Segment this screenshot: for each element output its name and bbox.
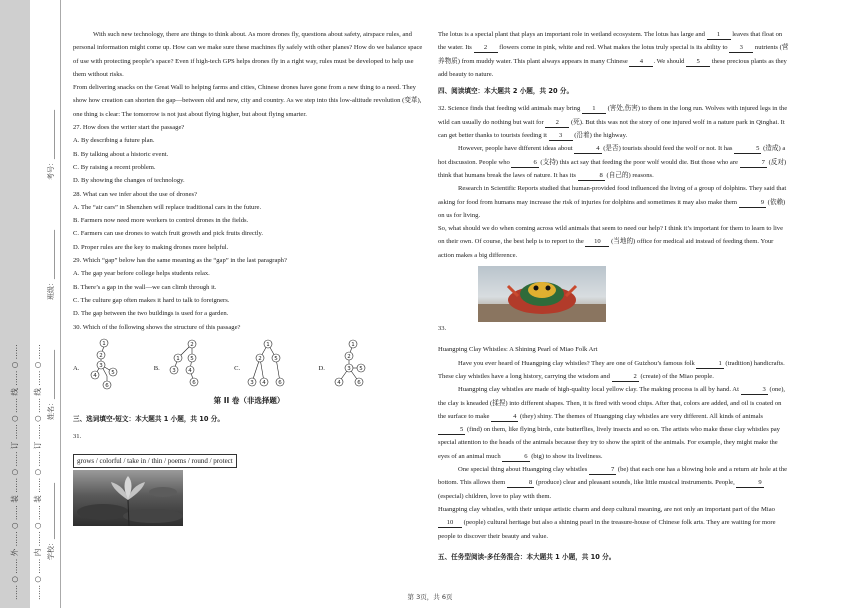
school-field[interactable]: 学校：________________ [47, 483, 55, 560]
blank-2[interactable]: 2 [612, 372, 639, 382]
blank-1[interactable]: 1 [696, 359, 723, 369]
blank-4[interactable]: 4 [491, 412, 518, 422]
svg-text:6: 6 [357, 379, 361, 386]
q33-title: Huangping Clay Whistles: A Shining Pearl of Miao Folk Art [438, 346, 598, 354]
question-number: 33. [438, 325, 447, 333]
exam-number-field[interactable]: 考号：______________ [47, 110, 55, 180]
blank-5[interactable]: 5 [686, 57, 710, 67]
blank-9[interactable]: 9 [736, 478, 763, 488]
clay-whistle-illustration [478, 266, 606, 322]
svg-text:5: 5 [359, 365, 363, 372]
svg-text:3: 3 [99, 362, 104, 369]
option-item[interactable]: C. The culture gap often makes it hard to talk to foreigners. [73, 296, 230, 304]
class-field[interactable]: 班级：______________ [47, 230, 55, 300]
name-field[interactable]: 姓名：______________ [47, 350, 55, 420]
lotus-photo [73, 470, 183, 526]
tree-option-d[interactable] [319, 338, 373, 392]
blank-7[interactable]: 7 [740, 158, 767, 168]
blank-8[interactable]: 8 [578, 171, 605, 181]
svg-text:4: 4 [93, 372, 98, 379]
section-title: 三、选词填空-短文：本大题共 1 小题，共 10 分。 [73, 415, 224, 424]
option-item[interactable]: D. Proper rules are the key to making drones more helpful. [73, 243, 229, 251]
tree-option-label: B. [153, 364, 160, 372]
passage-paragraph: From delivering snacks on the Great Wall to helping farms and cities, Chinese drones have gone from a new thing to a need. They show how creation can shorten the gap—between old and new, city and country. As we step into this low-altitude revolution (变革), one thing is clear: The tomorrow is not just about flying higher, but about flying smarter. [73, 84, 422, 118]
option-item[interactable]: A. The “air cars” in Shenzhen will replace traditional cars in the future. [73, 203, 262, 211]
blank-3[interactable]: 3 [549, 131, 573, 141]
tree-diagram-c [242, 338, 292, 392]
tree-option-a[interactable] [73, 338, 127, 392]
svg-text:3: 3 [172, 367, 176, 374]
blank-2[interactable]: 2 [545, 118, 569, 128]
blank-2[interactable]: 2 [474, 43, 498, 53]
tree-option-b[interactable] [154, 338, 208, 392]
q32-paragraph: 32. Science finds that feeding wild animals may bring 1 (害处,伤害) to them in the long run. Wolves with injured legs in the wild can usually do nothing but wait for 2 (死). But this was not the story of one injured wolf in a nature park in Qinghai. It can get better thanks to tourists feeding it 3 (沿着) the highway. [438, 105, 788, 140]
blank-3[interactable]: 3 [729, 43, 753, 53]
structure-diagram-options [73, 338, 373, 392]
option-item[interactable]: D. The gap between the two buildings is used for a garden. [73, 310, 229, 318]
tree-diagram-d [327, 338, 373, 392]
svg-text:1: 1 [351, 341, 355, 348]
part-title: 第 II 卷（非选择题） [213, 395, 285, 405]
option-item[interactable]: B. By talking about a historic event. [73, 150, 169, 158]
svg-text:1: 1 [102, 340, 107, 347]
blank-3[interactable]: 3 [741, 385, 768, 395]
svg-text:5: 5 [274, 355, 278, 362]
blank-5[interactable]: 5 [438, 425, 465, 435]
q33-paragraph: One special thing about Huangping clay whistles 7 (be) that each one has a blowing hole and a return air hole at the bottom. This allows them 8 (produce) clear and pleasant sounds, like little musical instruments. People, 9 (especial) children, love to play with them. [438, 466, 788, 500]
right-column [438, 28, 790, 568]
tree-option-c[interactable] [234, 338, 292, 392]
clay-whistle-photo [478, 266, 606, 322]
inner-binding-text: …… ○ …… 内 …… ○ …… 装 …… ○ …… 订 …… ○ …… 线 …… ○ …… [33, 344, 42, 600]
blank-6[interactable]: 6 [511, 158, 538, 168]
svg-text:4: 4 [262, 379, 266, 386]
svg-text:6: 6 [105, 382, 110, 389]
lotus-paragraph: The lotus is a special plant that plays an important role in wetland ecosystem. The lotus has large and 1 leaves that float on the water. Its 2 flowers come in pink, white and red. What makes the lotus truly special is its ability to 3 nutrients (营养物质) from muddy water. This plant always appears in many Chinese 4 . We should 5 these precious plants as they add beauty to nature. [438, 31, 789, 78]
option-item[interactable]: B. Farmers now need more workers to control drones in the fields. [73, 217, 249, 225]
passage-paragraph: With such new technology, there are things to think about. As more drones fly, questions about safety, airspace rules, and personal information might come up. How can we make sure these machines fly safely with other planes? How do we balance space of use with protecting people’s space? Even if high-tech GPS helps drones fly in a right way, rules must be developed to help use them without risks. [73, 31, 423, 78]
question-stem: 28. What can we infer about the use of drones? [73, 190, 198, 198]
q32-paragraph: So, what should we do when coming across wild animals that seem to need our help? I think it’s important for them to learn to live on their own. Of course, the best help is to report to the 10 (当地的) office for medical aid instead of feeding them. Your action makes a big difference. [438, 225, 784, 259]
option-item[interactable]: A. By describing a future plan. [73, 137, 155, 145]
svg-text:3: 3 [347, 365, 351, 372]
q32-paragraph: However, people have different ideas about 4 (是否) tourists should feed the wolf or not. It has 5 (造成) a hot discussion. People who 6 (支持) this act say that feeding the poor wolf would die. But those who are 7 (反对) think that humans break the laws of nature. It has its 8 (自己的) reasons. [438, 145, 787, 179]
svg-text:4: 4 [337, 379, 341, 386]
section-title: 五、任务型阅读-多任务混合：本大题共 1 小题，共 10 分。 [438, 552, 616, 561]
svg-text:3: 3 [250, 379, 254, 386]
svg-text:1: 1 [266, 341, 270, 348]
tree-option-label: A. [73, 364, 80, 372]
section-title: 四、阅读填空：本大题共 2 小题，共 20 分。 [438, 87, 574, 96]
tree-option-label: D. [318, 364, 325, 372]
svg-text:5: 5 [111, 369, 116, 376]
q33-paragraph: Huangping clay whistles, with their unique artistic charm and deep cultural meaning, are not only an important part of the Miao 10 (people) cultural heritage but also a shining pearl in the treasure-house of Chinese folk arts. They are waiting for more people to discover their beauty and value. [438, 505, 776, 540]
svg-text:2: 2 [347, 353, 351, 360]
q33-paragraph: Have you ever heard of Huangping clay whistles? They are one of Guizhou’s famous folk 1 (tradition) handicrafts. These clay whistles have a long history, carrying the wisdom and 2 (create) of the Miao people. [438, 359, 785, 380]
blank-9[interactable]: 9 [739, 198, 766, 208]
blank-10[interactable]: 10 [438, 518, 462, 528]
option-item[interactable]: B. There’s a gap in the wall—we can climb through it. [73, 283, 217, 291]
question-stem: 30. Which of the following shows the structure of this passage? [73, 323, 241, 331]
svg-text:1: 1 [176, 355, 180, 362]
q32-paragraph: Research in Scientific Reports studied that human-provided food influenced the living of a group of dolphins. They said that asking for food from humans may increase the risk of injuries for dolphins and sometimes it may also make them 9 (依赖) on us for living. [438, 185, 787, 219]
blank-1[interactable]: 1 [707, 30, 731, 40]
option-item[interactable]: C. Farmers can use drones to watch fruit growth and pick fruits directly. [73, 230, 264, 238]
lotus-illustration [73, 470, 183, 526]
blank-1[interactable]: 1 [582, 104, 606, 114]
blank-5[interactable]: 5 [734, 144, 761, 154]
tree-option-label: C. [234, 364, 241, 372]
binding-strip-inner [30, 0, 61, 608]
blank-10[interactable]: 10 [585, 237, 609, 247]
question-number: 31. [73, 433, 82, 441]
q33-paragraph: Huangping clay whistles are made of high-quality local yellow clay. The making process is all by hand. At 3 (one), the clay is kneaded (揉捏) into different shapes. Then, it is fired with wood chips. After that, colors are added, and oil is coated on the surface to make 4 (they) shiny. The themes of Huangping clay whistles are very different. All kinds of animals 5 (find) on them, like flying birds, cute butterflies, lively insects and so on. The artists who make these clay whistles pay special attention to the heads of the animals because they try to show the spirit of the animals. For example, they might make the eyes of an animal much 6 (big) to show its liveliness. [438, 386, 786, 460]
blank-8[interactable]: 8 [507, 478, 534, 488]
svg-text:6: 6 [192, 379, 196, 386]
svg-text:6: 6 [278, 379, 282, 386]
word-bank-box: grows / colorful / take in / thin / poems / round / protect [73, 454, 237, 468]
option-item[interactable]: A. The gap year before college helps students relax. [73, 270, 210, 278]
option-item[interactable]: C. By raising a recent problem. [73, 163, 156, 171]
svg-text:4: 4 [188, 367, 192, 374]
page-footer: 第 3页，共 6页 [407, 593, 453, 601]
question-stem: 27. How does the writer start the passage? [73, 124, 185, 132]
tree-diagram-b [162, 338, 208, 392]
svg-text:2: 2 [258, 355, 262, 362]
svg-text:5: 5 [190, 355, 194, 362]
tree-diagram-a [81, 338, 127, 392]
left-column [73, 28, 425, 526]
blank-4[interactable]: 4 [574, 144, 601, 154]
option-item[interactable]: D. By showing the changes of technology. [73, 177, 185, 185]
svg-text:2: 2 [99, 352, 104, 359]
svg-text:2: 2 [190, 341, 194, 348]
blank-6[interactable]: 6 [502, 452, 529, 462]
question-stem: 29. Which “gap” below has the same meaning as the “gap” in the last paragraph? [73, 257, 287, 265]
blank-7[interactable]: 7 [589, 465, 616, 475]
outer-binding-text: …… ○ …… 外 …… ○ …… 装 …… ○ …… 订 …… ○ …… 线 …… ○ …… [10, 344, 19, 600]
blank-4[interactable]: 4 [629, 57, 653, 67]
